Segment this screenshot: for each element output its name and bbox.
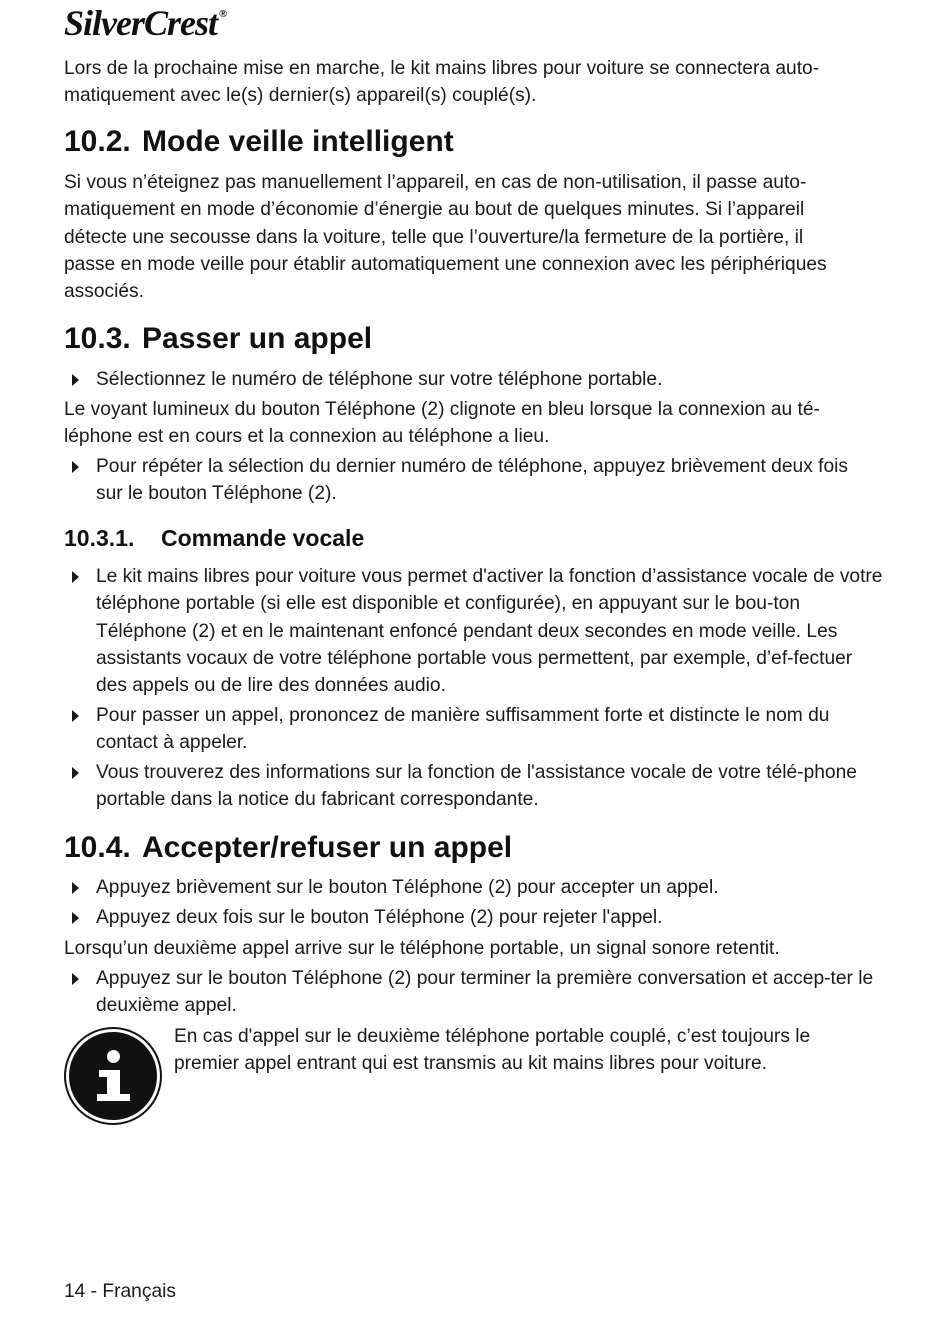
list-item: Pour passer un appel, prononcez de manière suffisamment forte et distincte le nom du contact à appeler. xyxy=(64,702,886,757)
list-item: Pour répéter la sélection du dernier numéro de téléphone, appuyez brièvement deux fois sur le bouton Téléphone (2). xyxy=(64,453,876,508)
brand-logo xyxy=(64,2,226,44)
page-footer: 14 - Français xyxy=(64,1281,176,1302)
list-item: Sélectionnez le numéro de téléphone sur votre téléphone portable. xyxy=(64,366,876,393)
bullet-arrow-icon xyxy=(72,767,79,779)
bullet-arrow-icon xyxy=(72,973,79,985)
bullet-arrow-icon xyxy=(72,461,79,473)
list-item: Appuyez brièvement sur le bouton Téléphone (2) pour accepter un appel. xyxy=(64,874,886,901)
info-note xyxy=(64,1023,854,1078)
section-number: 10.3.1. xyxy=(64,525,135,551)
intro-paragraph: Lors de la prochaine mise en marche, le kit mains libres pour voiture se connectera auto-matiquement avec le(s) dernier(s) appareil(s) couplé(s). xyxy=(64,58,820,107)
list-item: Vous trouverez des informations sur la fonction de l'assistance vocale de votre télé-phone portable dans la notice du fabricant correspondante. xyxy=(64,759,886,814)
section-title: Passer un appel xyxy=(142,322,373,355)
list-item: Appuyez sur le bouton Téléphone (2) pour terminer la première conversation et accep-ter le deuxième appel. xyxy=(64,965,886,1020)
section-title: Accepter/refuser un appel xyxy=(142,831,513,864)
section-title: Commande vocale xyxy=(161,525,365,551)
info-icon xyxy=(66,1029,160,1123)
section-10-3-heading xyxy=(64,322,372,356)
bullet-arrow-icon xyxy=(72,882,79,894)
section-title: Mode veille intelligent xyxy=(142,125,454,158)
section-10-3-paragraph: Le voyant lumineux du bouton Téléphone (2) clignote en bleu lorsque la connexion au té-léphone est en cours et la connexion au téléphone a lieu. xyxy=(64,399,820,448)
bullet-arrow-icon xyxy=(72,912,79,924)
bullet-arrow-icon xyxy=(72,571,79,583)
section-number: 10.2. xyxy=(64,125,131,158)
section-10-4-paragraph: Lorsqu’un deuxième appel arrive sur le téléphone portable, un signal sonore retentit. xyxy=(64,938,780,959)
bullet-arrow-icon xyxy=(72,374,79,386)
list-item: Le kit mains libres pour voiture vous permet d'activer la fonction d’assistance vocale de votre téléphone portable (si elle est disponible et configurée), en appuyant sur le bou-ton Téléphone (2) et en le maintenant enfoncé pendant deux secondes en mode veille. Les assistants vocaux de votre téléphone portable vous permettent, par exemple, d’ef-fectuer des appels ou de lire des données audio. xyxy=(64,563,886,699)
section-number: 10.3. xyxy=(64,322,131,355)
section-10-2-paragraph: Si vous n’éteignez pas manuellement l’appareil, en cas de non-utilisation, il passe auto-matiquement en mode d’économie d’énergie au bout de quelques minutes. Si l’appareil détecte une secousse dans la voiture, telle que l’ouverture/la fermeture de la portière, il passe en mode veille pour établir automatiquement une connexion avec les périphériques associés. xyxy=(64,172,827,303)
bullet-arrow-icon xyxy=(72,710,79,722)
info-note-text: En cas d'appel sur le deuxième téléphone portable couplé, c’est toujours le premier appel entrant qui est transmis au kit mains libres pour voiture. xyxy=(174,1026,811,1075)
list-item: Appuyez deux fois sur le bouton Téléphone (2) pour rejeter l'appel. xyxy=(64,904,886,931)
section-10-2-heading xyxy=(64,125,454,159)
section-10-4-heading xyxy=(64,831,512,865)
registered-mark: ® xyxy=(219,8,227,20)
section-number: 10.4. xyxy=(64,831,131,864)
brand-logo-text: SilverCrest xyxy=(64,3,218,43)
section-10-3-1-heading xyxy=(64,524,364,552)
